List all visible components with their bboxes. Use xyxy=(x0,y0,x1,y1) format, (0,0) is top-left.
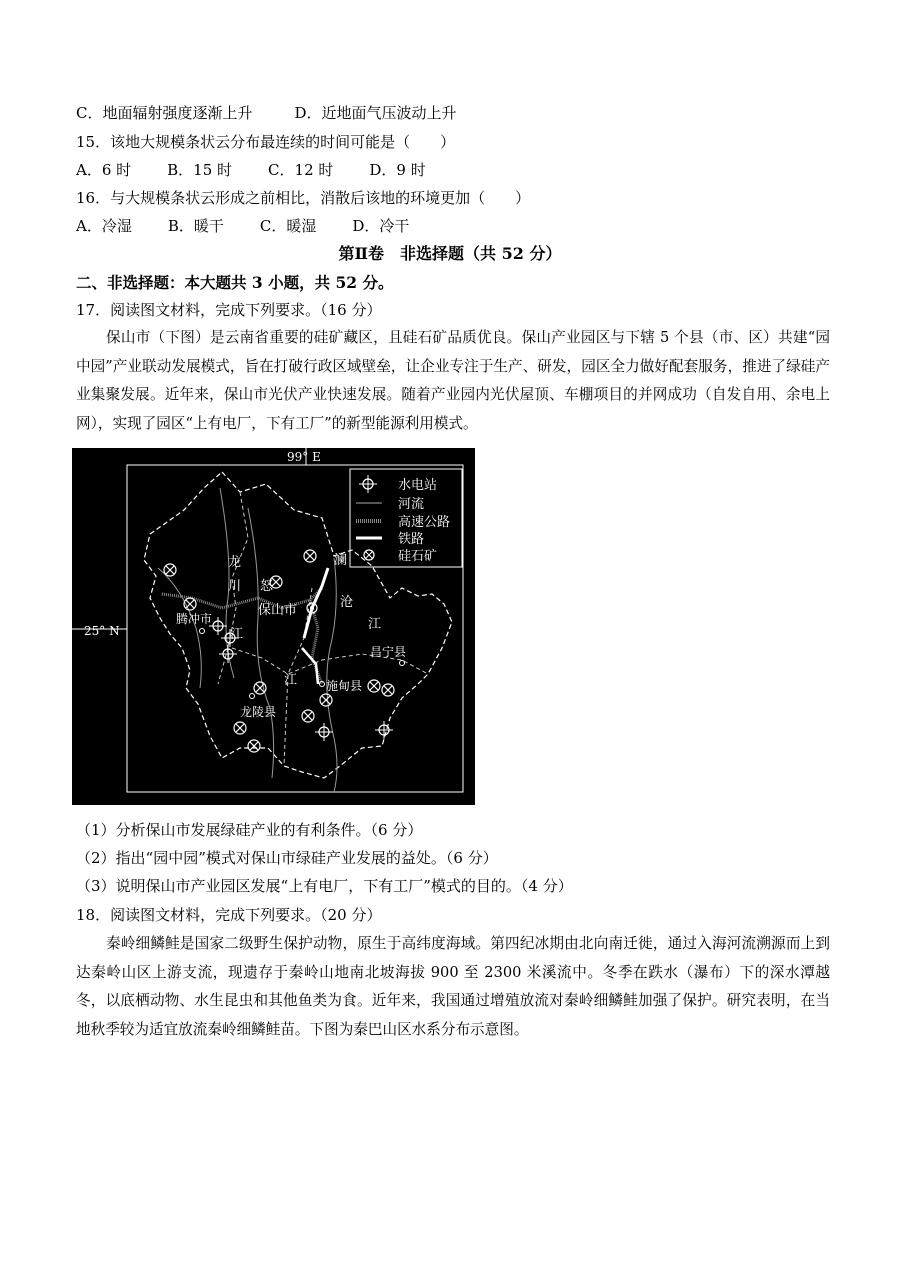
river-label-jiang-1: 江 xyxy=(230,627,244,642)
river-label-long: 龙 xyxy=(228,555,242,570)
city-label-changning: 昌宁县 xyxy=(370,645,407,659)
section-title: 第Ⅱ卷 非选择题（共 52 分） xyxy=(338,244,562,263)
question-17-sub3: （3）说明保山市产业园区发展“上有电厂，下有工厂”模式的目的。（4 分） xyxy=(76,877,573,895)
river-label-lan: 澜 xyxy=(334,553,348,568)
legend-label-hydro: 水电站 xyxy=(398,478,438,493)
option-d: D．9 时 xyxy=(369,161,426,179)
legend-label-highway: 高速公路 xyxy=(398,515,451,530)
question-16-stem: 16．与大规模条状云形成之前相比，消散后该地的环境更加（ ） xyxy=(76,189,531,207)
section-subtitle: 二、非选择题：本大题共 3 小题，共 52 分。 xyxy=(76,273,394,292)
river-label-cang: 沧 xyxy=(340,595,354,610)
river-label-jiang-3: 江 xyxy=(368,617,382,632)
longitude-label: 99° E xyxy=(287,450,321,464)
city-dot-baoshan-center xyxy=(310,606,314,610)
option-a: A．6 时 xyxy=(76,161,132,179)
river-label-chuan: 川 xyxy=(228,579,242,594)
question-15-stem: 15．该地大规模条状云分布最连续的时间可能是（ ） xyxy=(76,133,456,151)
city-label-shidian: 施甸县 xyxy=(326,679,363,693)
legend-label-river: 河流 xyxy=(398,497,425,512)
question-15-options xyxy=(76,160,462,180)
question-17-stem: 17．阅读图文材料，完成下列要求。（16 分） xyxy=(76,301,382,319)
option-d: D．冷干 xyxy=(352,217,410,235)
option-row-14 xyxy=(76,103,457,123)
river-label-jiang-2: 江 xyxy=(284,673,298,688)
legend-label-silica: 硅石矿 xyxy=(398,549,438,564)
baoshan-map xyxy=(72,448,475,805)
city-label-longling: 龙陵县 xyxy=(240,705,277,719)
option-b: B．15 时 xyxy=(167,161,233,179)
question-17-material: 保山市（下图）是云南省重要的硅矿藏区，且硅石矿品质优良。保山产业园区与下辖 5 个县（市、区）共建“园中园”产业联动发展模式，旨在打破行政区域壁垒，让企业专注于生产、研发，园区全力做好配套服务，推进了绿硅产业集聚发展。近年来，保山市光伏产业快速发展。随着产业园内光伏屋顶、车棚项目的并网成功（自发自用、余电上网），实现了园区“上有电厂，下有工厂”的新型能源利用模式。 xyxy=(76,329,830,432)
question-18-material: 秦岭细鳞鲑是国家二级野生保护动物，原生于高纬度海域。第四纪冰期由北向南迁徙，通过入海河流溯源而上到达秦岭山区上游支流，现遗存于秦岭山地南北坡海拔 900 至 2300 米溪流中。冬季在跌水（瀑布）下的深水潭越冬，以底栖动物、水生昆虫和其他鱼类为食。近年来，我国通过增殖放流对秦岭细鳞鲑加强了保护。研究表明，在当地秋季较为适宜放流秦岭细鳞鲑苗。下图为秦巴山区水系分布示意图。 xyxy=(76,935,830,1038)
option-b: B．暖干 xyxy=(167,217,224,235)
option-c: C．暖湿 xyxy=(259,217,317,235)
question-18-stem: 18．阅读图文材料，完成下列要求。（20 分） xyxy=(76,906,382,924)
legend-label-railway: 铁路 xyxy=(398,532,425,547)
city-label-baoshan: 保山市 xyxy=(258,603,298,618)
option-a: A．冷湿 xyxy=(76,217,132,235)
latitude-label: 25° N xyxy=(84,624,120,638)
option-c: C．12 时 xyxy=(268,161,334,179)
question-17-sub1: （1）分析保山市发展绿硅产业的有利条件。（6 分） xyxy=(76,821,423,839)
river-label-nu: 怒 xyxy=(260,579,274,594)
option-c: C．地面辐射强度逐渐上升 xyxy=(76,104,253,122)
question-17-sub2: （2）指出“园中园”模式对保山市绿硅产业发展的益处。（6 分） xyxy=(76,849,498,867)
question-16-options xyxy=(76,216,445,236)
option-d: D．近地面气压波动上升 xyxy=(294,104,457,122)
city-label-tengchong: 腾冲市 xyxy=(176,612,213,626)
